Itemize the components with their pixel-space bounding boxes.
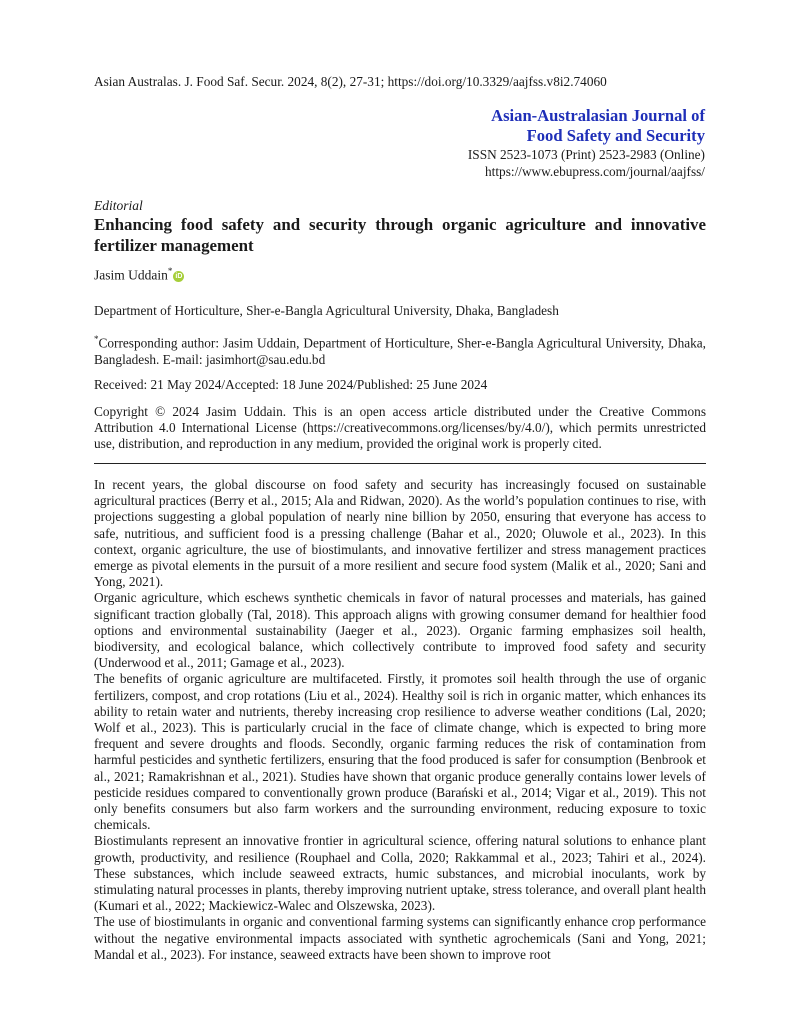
author-name[interactable]: Jasim Uddain <box>94 267 168 283</box>
corresponding-author <box>94 331 706 368</box>
body-paragraph-4: Biostimulants represent an innovative frontier in agricultural science, offering natural solutions to enhance plant growth, productivity, and resilience (Rouphael and Colla, 2020; Rakkammal et al., 2023; Tahiri et al., 2024). These substances, which include seaweed extracts, humic substances, and microbial inoculants, work by stimulating natural processes in plants, thereby improving nutrient uptake, stress tolerance, and overall plant health (Kumari et al., 2022; Mackiewicz-Walec and Olszewska, 2023). <box>94 833 706 914</box>
copyright-notice: Copyright © 2024 Jasim Uddain. This is an open access article distributed under the Creative Commons Attribution 4.0 International License (https://creativecommons.org/licenses/by/4.0/), which permits unrestricted use, distribution, and reproduction in any medium, provided the original work is properly cited. <box>94 404 706 452</box>
journal-issn: ISSN 2523-1073 (Print) 2523-2983 (Online) <box>467 147 705 162</box>
publication-dates: Received: 21 May 2024/Accepted: 18 June 2024/Published: 25 June 2024 <box>94 377 488 392</box>
corresponding-mark: * <box>94 334 99 344</box>
corresponding-text: Corresponding author: Jasim Uddain, Department of Horticulture, Sher-e-Bangla Agricultural University, Dhaka, Bangladesh. E-mail: jasimhort@sau.edu.bd <box>94 335 706 367</box>
journal-title-line1: Asian-Australasian Journal of <box>491 106 705 125</box>
citation-line[interactable]: Asian Australas. J. Food Saf. Secur. 2024, 8(2), 27-31; https://doi.org/10.3329/aajfss.v8i2.74060 <box>94 74 607 89</box>
article-title: Enhancing food safety and security through organic agriculture and innovative fertilizer management <box>94 215 706 255</box>
article-type: Editorial <box>94 198 143 213</box>
journal-url[interactable]: https://www.ebupress.com/journal/aajfss/ <box>485 164 705 179</box>
body-paragraph-1: In recent years, the global discourse on food safety and security has increasingly focused on sustainable agricultural practices (Berry et al., 2015; Ala and Ridwan, 2020). As the world’s population continues to rise, with projections suggesting a global population of nearly nine billion by 2050, ensuring that everyone has access to safe, nutritious, and sufficient food is a pressing challenge (Bahar et al., 2020; Oluwole et al., 2023). In this context, organic agriculture, the use of biostimulants, and innovative fertilizer and stress management practices emerge as pivotal elements in the pursuit of a more resilient and secure food system (Malik et al., 2020; Sani and Yong, 2021). <box>94 477 706 590</box>
journal-masthead <box>468 106 705 180</box>
author-mark: * <box>167 266 173 276</box>
article-body <box>94 477 706 963</box>
affiliation: Department of Horticulture, Sher-e-Bangla Agricultural University, Dhaka, Bangladesh <box>94 303 559 318</box>
body-paragraph-3: The benefits of organic agriculture are multifaceted. Firstly, it promotes soil health through the use of organic fertilizers, compost, and crop rotations (Liu et al., 2024). Healthy soil is rich in organic matter, which enhances its ability to retain water and nutrients, thereby increasing crop resilience to adverse weather conditions (Lal, 2020; Wolf et al., 2023). This is particularly crucial in the face of climate change, which is expected to bring more frequent and severe droughts and floods. Secondly, organic farming reduces the risk of contamination from harmful pesticides and synthetic fertilizers, ensuring that the food produced is safer for consumption (Benbrook et al., 2021; Ramakrishnan et al., 2021). Studies have shown that organic produce generally contains lower levels of pesticide residues compared to conventionally grown produce (Barański et al., 2014; Vigar et al., 2019). This not only benefits consumers but also farm workers and the surrounding environment, reducing exposure to toxic chemicals. <box>94 671 706 833</box>
journal-title-line2: Food Safety and Security <box>526 126 705 145</box>
orcid-icon[interactable]: iD <box>175 272 183 280</box>
body-paragraph-5: The use of biostimulants in organic and conventional farming systems can significantly enhance crop performance without the negative environmental impacts associated with synthetic agrochemicals (Sani and Yong, 2021; Mandal et al., 2023). For instance, seaweed extracts have been shown to improve root <box>94 914 706 962</box>
section-divider <box>94 463 706 464</box>
body-paragraph-2: Organic agriculture, which eschews synthetic chemicals in favor of natural processes and materials, has gained significant traction globally (Tal, 2018). This approach aligns with growing consumer demand for healthier food options and environmental sustainability (Jaeger et al., 2023). Organic farming emphasizes soil health, biodiversity, and ecological balance, which collectively contribute to improved food safety and security (Underwood et al., 2011; Gamage et al., 2023). <box>94 590 706 671</box>
author-line <box>94 266 184 284</box>
